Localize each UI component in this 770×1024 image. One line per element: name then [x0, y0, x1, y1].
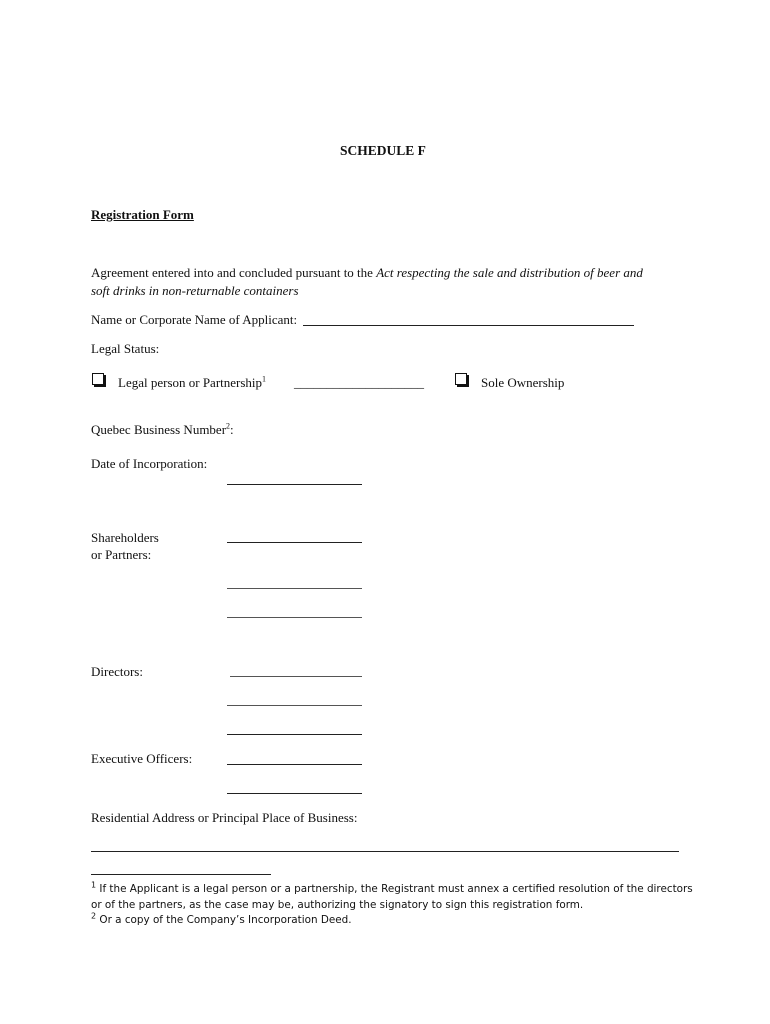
address-field[interactable] — [91, 851, 679, 852]
footnote-1-text: If the Applicant is a legal person or a partnership, the Registrant must annex a certified resolution of the directors — [96, 883, 693, 895]
intro-line-2 — [91, 283, 299, 299]
legal-status-blank[interactable]: ____________________ — [294, 375, 424, 390]
form-heading: Registration Form — [91, 207, 194, 222]
footnote-2 — [91, 911, 352, 926]
intro-line-1 — [91, 265, 643, 281]
director-field-2[interactable] — [227, 705, 362, 706]
footnote-separator — [91, 874, 271, 875]
intro-prefix: Agreement entered into and concluded pursuant to the — [91, 265, 377, 280]
director-field-1[interactable] — [230, 676, 362, 677]
shareholders-label-2: or Partners: — [91, 547, 152, 562]
sole-ownership-checkbox[interactable] — [455, 373, 467, 385]
applicant-name-label: Name or Corporate Name of Applicant: — [91, 312, 298, 327]
footnote-1-line-2: or of the partners, as the case may be, authorizing the signatory to sign this registration form. — [91, 899, 584, 911]
legal-status-label: Legal Status: — [91, 341, 160, 356]
incorporation-date-label: Date of Incorporation: — [91, 456, 208, 471]
executive-officers-label: Executive Officers: — [91, 751, 193, 766]
intro-act-title-1: Act respecting the sale and distribution of beer and — [376, 265, 643, 280]
page-title: SCHEDULE F — [340, 143, 426, 158]
directors-label: Directors: — [91, 664, 143, 679]
shareholder-field-3[interactable] — [227, 617, 362, 618]
shareholder-field-2[interactable] — [227, 588, 362, 589]
legal-person-text: Legal person or Partnership — [118, 375, 263, 390]
legal-person-label — [118, 375, 266, 391]
executive-officer-field-1[interactable] — [227, 764, 362, 765]
footnote-ref-2: 2 — [226, 421, 231, 431]
address-label: Residential Address or Principal Place of Business: — [91, 810, 358, 825]
footnote-1-mark: 1 — [91, 880, 97, 890]
applicant-name-field[interactable] — [303, 325, 634, 326]
shareholder-field-1[interactable] — [227, 542, 362, 543]
footnote-1-line-1 — [91, 880, 693, 895]
sole-ownership-label: Sole Ownership — [481, 375, 565, 390]
intro-act-title-2: soft drinks in non-returnable containers — [91, 283, 299, 298]
business-number-colon: : — [230, 422, 234, 437]
business-number-label — [91, 422, 234, 438]
footnote-2-text: Or a copy of the Company’s Incorporation Deed. — [96, 914, 352, 926]
director-field-3[interactable] — [227, 734, 362, 735]
footnote-ref-1: 1 — [262, 374, 267, 384]
executive-officer-field-2[interactable] — [227, 793, 362, 794]
incorporation-date-field[interactable] — [227, 484, 362, 485]
legal-person-checkbox[interactable] — [92, 373, 104, 385]
business-number-text: Quebec Business Number — [91, 422, 227, 437]
footnote-2-mark: 2 — [91, 911, 97, 921]
shareholders-label-1: Shareholders — [91, 530, 159, 545]
